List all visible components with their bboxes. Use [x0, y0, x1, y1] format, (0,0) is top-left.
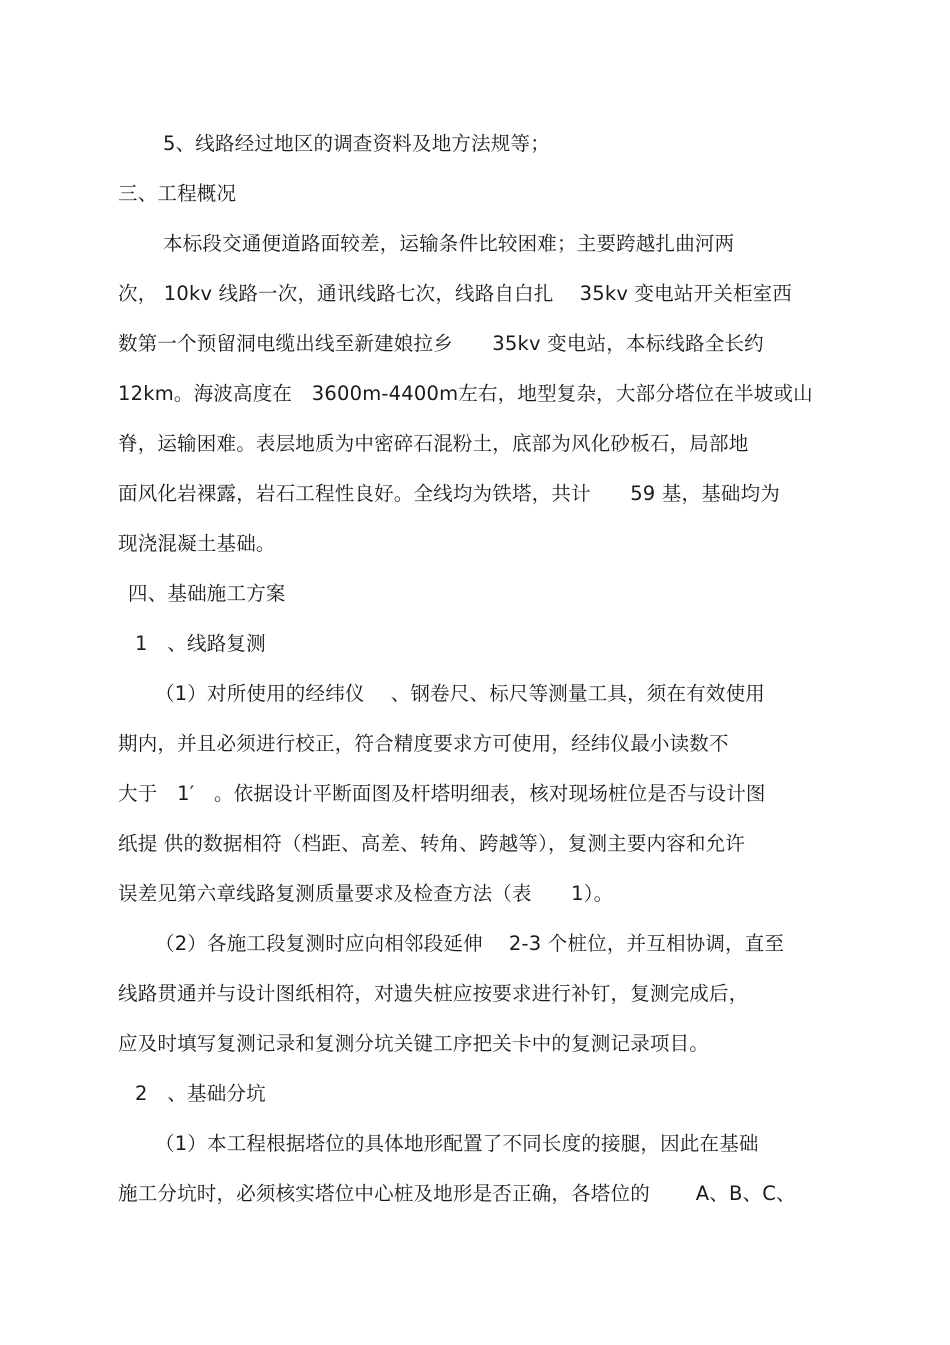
text-line-6: 12km。海波高度在 3600m-4400m左右，地型复杂，大部分塔位在半坡或山 — [118, 382, 813, 405]
text-line-1: 5、线路经过地区的调查资料及地方法规等； — [163, 132, 550, 155]
text-line-8: 面风化岩裸露，岩石工程性良好。全线均为铁塔，共计 59 基，基础均为 — [118, 482, 781, 505]
text-line-17: （2）各施工段复测时应向相邻段延伸 2-3 个桩位，并互相协调，直至 — [155, 932, 785, 955]
text-line-9: 现浇混凝土基础。 — [118, 532, 276, 555]
text-line-22: 施工分坑时，必须核实塔位中心桩及地形是否正确，各塔位的 A、B、C、 — [118, 1182, 796, 1205]
text-line-21: （1）本工程根据塔位的具体地形配置了不同长度的接腿，因此在基础 — [155, 1132, 759, 1155]
text-line-19: 应及时填写复测记录和复测分坑关键工序把关卡中的复测记录项目。 — [118, 1032, 710, 1055]
text-line-13: 期内，并且必须进行校正，符合精度要求方可使用，经纬仪最小读数不 — [118, 732, 729, 755]
text-line-5: 数第一个预留洞电缆出线至新建娘拉乡 35kv 变电站，本标线路全长约 — [118, 332, 764, 355]
text-line-15: 纸提 供的数据相符（档距、高差、转角、跨越等），复测主要内容和允许 — [118, 832, 746, 855]
text-line-18: 线路贯通并与设计图纸相符，对遗失桩应按要求进行补钉，复测完成后， — [118, 982, 749, 1005]
text-line-7: 脊，运输困难。表层地质为中密碎石混粉土，底部为风化砂板石，局部地 — [118, 432, 749, 455]
section-heading-3: 三、工程概况 — [118, 182, 237, 205]
text-line-3: 本标段交通便道路面较差，运输条件比较困难；主要跨越扎曲河两 — [163, 232, 735, 255]
text-line-12: （1）对所使用的经纬仪 、钢卷尺、标尺等测量工具，须在有效使用 — [155, 682, 766, 705]
subsection-heading-1: 1 、线路复测 — [135, 632, 266, 655]
text-line-16: 误差见第六章线路复测质量要求及检查方法（表 1）。 — [118, 882, 614, 905]
text-line-4: 次， 10kv 线路一次，通讯线路七次，线路自白扎 35kv 变电站开关柜室西 — [118, 282, 793, 305]
subsection-heading-2: 2 、基础分坑 — [135, 1082, 266, 1105]
section-heading-4: 四、基础施工方案 — [128, 582, 286, 605]
text-line-14: 大于 1′ 。依据设计平断面图及杆塔明细表，核对现场桩位是否与设计图 — [118, 782, 766, 805]
